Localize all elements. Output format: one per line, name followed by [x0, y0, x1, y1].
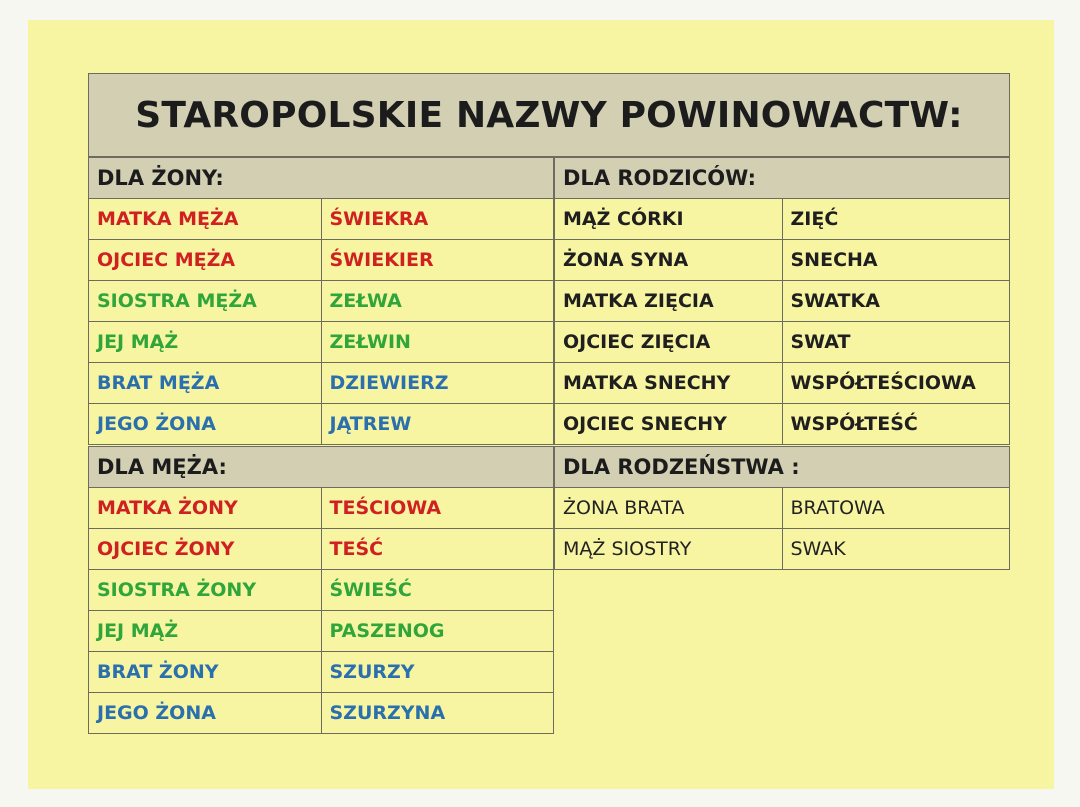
parents-table [554, 157, 1010, 445]
relation-cell: BRAT MĘŻA [89, 363, 322, 404]
relation-cell: OJCIEC MĘŻA [89, 240, 322, 281]
name-cell: SZURZY [321, 652, 554, 693]
wife-heading: DLA ŻONY: [89, 158, 554, 199]
relation-cell: OJCIEC SNECHY [555, 404, 783, 445]
relation-cell: ŻONA SYNA [555, 240, 783, 281]
name-cell: WSPÓŁTEŚĆ [782, 404, 1010, 445]
table-row [89, 693, 554, 734]
table-row [555, 199, 1010, 240]
parents-heading: DLA RODZICÓW: [555, 158, 1010, 199]
siblings-heading-row [555, 447, 1010, 488]
name-cell: SWAT [782, 322, 1010, 363]
name-cell: ZEŁWA [321, 281, 554, 322]
husband-heading: DLA MĘŻA: [89, 447, 554, 488]
relation-cell: MĄŻ SIOSTRY [555, 529, 783, 570]
relation-cell: OJCIEC ŻONY [89, 529, 322, 570]
relation-cell: SIOSTRA ŻONY [89, 570, 322, 611]
relation-cell: JEGO ŻONA [89, 693, 322, 734]
name-cell: DZIEWIERZ [321, 363, 554, 404]
name-cell: ZEŁWIN [321, 322, 554, 363]
siblings-heading: DLA RODZEŃSTWA : [555, 447, 1010, 488]
name-cell: SZURZYNA [321, 693, 554, 734]
husband-heading-row [89, 447, 554, 488]
name-cell: ŚWIEŚĆ [321, 570, 554, 611]
table-row [89, 570, 554, 611]
table-row [89, 281, 554, 322]
table-row [555, 281, 1010, 322]
relation-cell: SIOSTRA MĘŻA [89, 281, 322, 322]
name-cell: BRATOWA [782, 488, 1010, 529]
name-cell: WSPÓŁTEŚCIOWA [782, 363, 1010, 404]
relation-cell: ŻONA BRATA [555, 488, 783, 529]
table-row [89, 611, 554, 652]
parents-heading-row [555, 158, 1010, 199]
relation-cell: JEGO ŻONA [89, 404, 322, 445]
name-cell: TEŚĆ [321, 529, 554, 570]
table-row [89, 404, 554, 445]
relation-cell: JEJ MĄŻ [89, 611, 322, 652]
table-row [555, 240, 1010, 281]
table-row [555, 529, 1010, 570]
wife-table [88, 157, 554, 445]
relation-cell: MATKA MĘŻA [89, 199, 322, 240]
wife-heading-row [89, 158, 554, 199]
name-cell: SNECHA [782, 240, 1010, 281]
table-row [555, 363, 1010, 404]
name-cell: TEŚCIOWA [321, 488, 554, 529]
table-row [89, 199, 554, 240]
relation-cell: MĄŻ CÓRKI [555, 199, 783, 240]
table-row [555, 322, 1010, 363]
relation-cell: OJCIEC ZIĘCIA [555, 322, 783, 363]
table-row [89, 488, 554, 529]
husband-table [88, 446, 554, 734]
name-cell: SWATKA [782, 281, 1010, 322]
table-row [89, 240, 554, 281]
relation-cell: MATKA ŻONY [89, 488, 322, 529]
relation-cell: BRAT ŻONY [89, 652, 322, 693]
name-cell: SWAK [782, 529, 1010, 570]
table-row [555, 404, 1010, 445]
name-cell: ZIĘĆ [782, 199, 1010, 240]
relation-cell: MATKA SNECHY [555, 363, 783, 404]
siblings-table [554, 446, 1010, 570]
title-bar [88, 73, 1010, 157]
name-cell: PASZENOG [321, 611, 554, 652]
table-row [89, 322, 554, 363]
name-cell: JĄTREW [321, 404, 554, 445]
name-cell: ŚWIEKIER [321, 240, 554, 281]
page-title: STAROPOLSKIE NAZWY POWINOWACTW: [135, 94, 963, 136]
relation-cell: MATKA ZIĘCIA [555, 281, 783, 322]
table-row [89, 363, 554, 404]
relation-cell: JEJ MĄŻ [89, 322, 322, 363]
table-row [555, 488, 1010, 529]
name-cell: ŚWIEKRA [321, 199, 554, 240]
table-row [89, 652, 554, 693]
table-row [89, 529, 554, 570]
